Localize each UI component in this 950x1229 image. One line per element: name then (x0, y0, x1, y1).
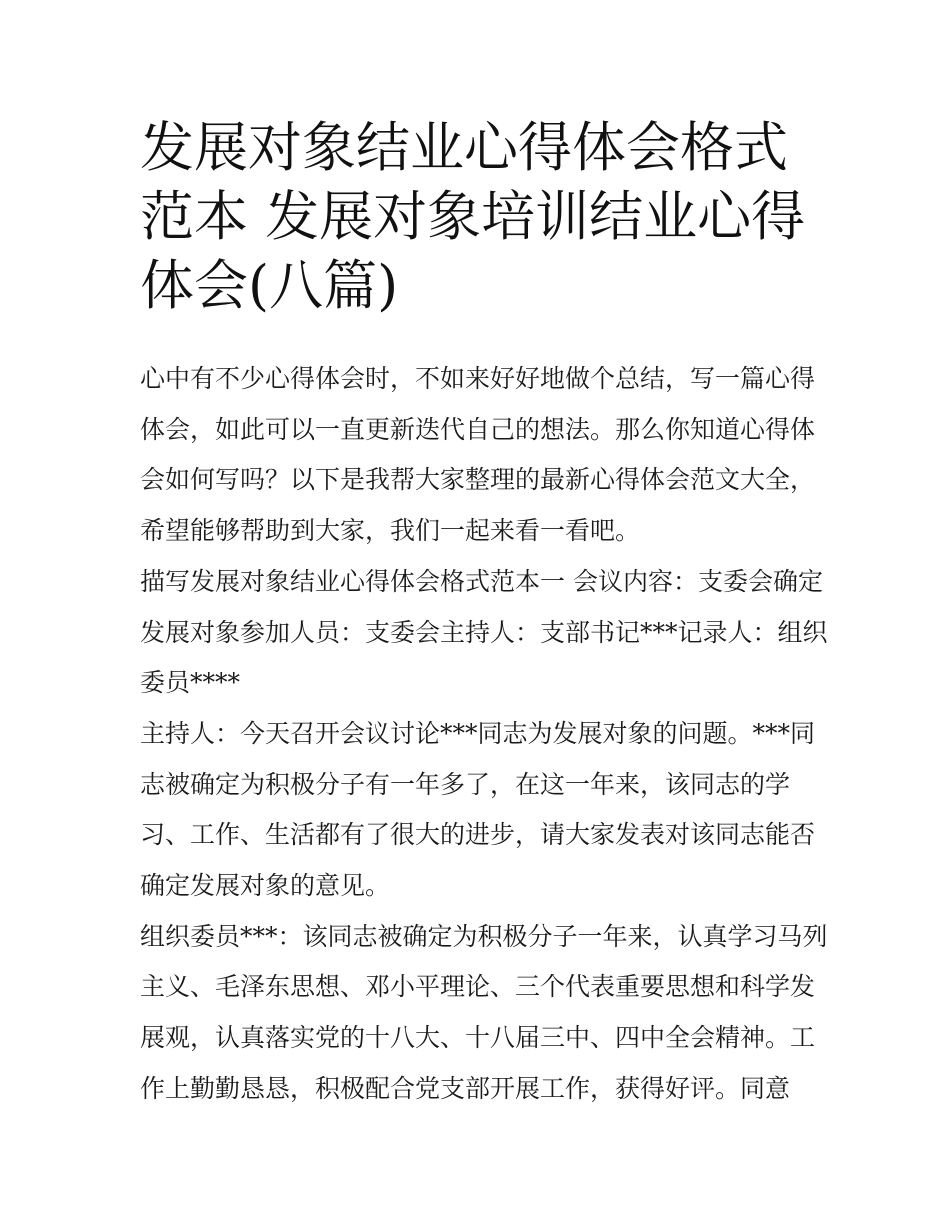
document-body (140, 354, 830, 1115)
paragraph-intro: 心中有不少心得体会时，不如来好好地做个总结，写一篇心得体会，如此可以一直更新迭代自己的想法。那么你知道心得体会如何写吗？以下是我帮大家整理的最新心得体会范文大全，希望能够帮助到大家，我们一起来看一看吧。 (140, 364, 816, 546)
paragraph-committee-member-remarks: 组织委员***：该同志被确定为积极分子一年来，认真学习马列主义、毛泽东思想、邓小平理论、三个代表重要思想和科学发展观，认真落实党的十八大、十八届三中、四中全会精神。工作上勤勤恳恳，积极配合党支部开展工作，获得好评。同意 (140, 921, 828, 1103)
paragraph-meeting-info: 描写发展对象结业心得体会格式范本一 会议内容：支委会确定发展对象参加人员：支委会主持人：支部书记***记录人：组织委员**** (140, 566, 828, 698)
document-title: 发展对象结业心得体会格式范本 发展对象培训结业心得体会(八篇) (140, 116, 806, 317)
paragraph-host-remarks: 主持人：今天召开会议讨论***同志为发展对象的问题。***同志被确定为积极分子有一年多了，在这一年来，该同志的学习、工作、生活都有了很大的进步，请大家发表对该同志能否确定发展对象的意见。 (140, 718, 816, 901)
